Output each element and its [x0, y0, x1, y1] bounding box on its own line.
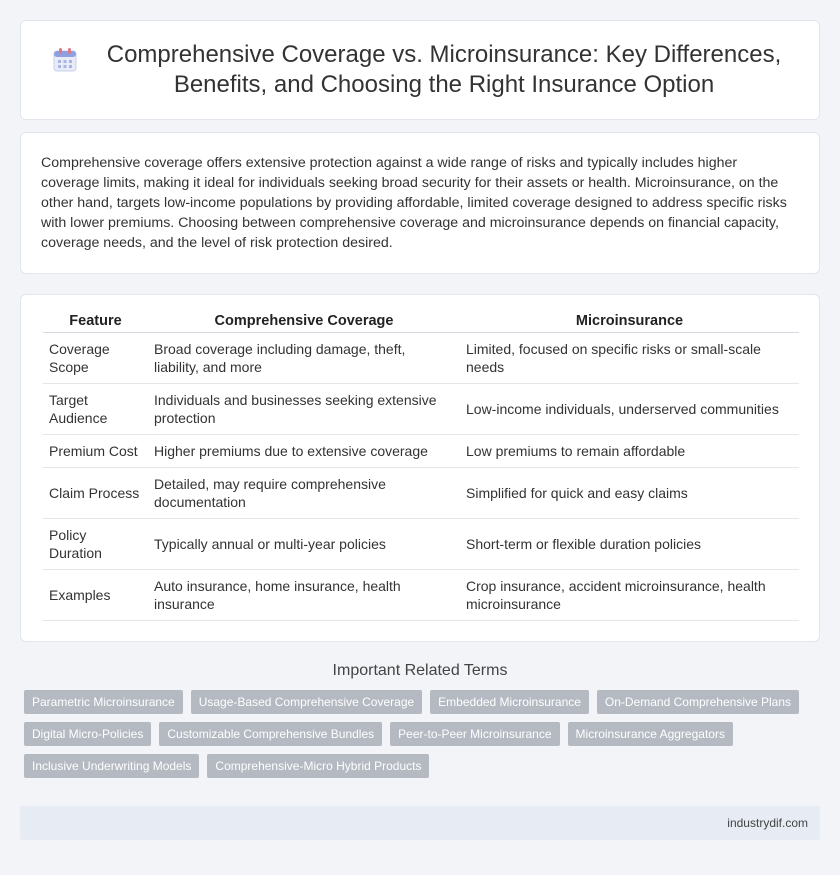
feature-cell: Coverage Scope [43, 333, 148, 384]
footer-site-link[interactable]: industrydif.com [727, 816, 808, 830]
table-row [43, 519, 799, 570]
table-row [43, 468, 799, 519]
feature-cell: Policy Duration [43, 519, 148, 570]
calendar-icon [51, 46, 79, 74]
microinsurance-cell: Low premiums to remain affordable [460, 435, 799, 468]
intro-paragraph: Comprehensive coverage offers extensive protection against a wide range of risks and typically includes higher coverage limits, making it ideal for individuals seeking broad security for their assets or health. Microinsurance, on the other hand, targets low-income populations by providing affordable, limited coverage designed to address specific risks with lower premiums. Choosing between comprehensive coverage and microinsurance depends on financial capacity, coverage needs, and the level of risk protection desired. [41, 155, 787, 251]
feature-cell: Claim Process [43, 468, 148, 519]
related-term-tag[interactable]: Parametric Microinsurance [24, 690, 183, 714]
feature-cell: Target Audience [43, 384, 148, 435]
feature-cell: Examples [43, 570, 148, 621]
header-feature: Feature [43, 307, 148, 333]
table-row [43, 435, 799, 468]
feature-cell: Premium Cost [43, 435, 148, 468]
related-term-tag[interactable]: Digital Micro-Policies [24, 722, 151, 746]
related-term-tag[interactable]: On-Demand Comprehensive Plans [597, 690, 799, 714]
header-microinsurance: Microinsurance [460, 307, 799, 333]
related-term-tag[interactable]: Comprehensive-Micro Hybrid Products [207, 754, 429, 778]
related-term-tag[interactable]: Microinsurance Aggregators [568, 722, 733, 746]
microinsurance-cell: Limited, focused on specific risks or small-scale needs [460, 333, 799, 384]
table-header-row [43, 307, 799, 333]
footer-bar [20, 806, 820, 840]
microinsurance-cell: Low-income individuals, underserved communities [460, 384, 799, 435]
related-term-tag[interactable]: Embedded Microinsurance [430, 690, 589, 714]
related-term-tag[interactable]: Usage-Based Comprehensive Coverage [191, 690, 422, 714]
table-row [43, 570, 799, 621]
comparison-card [20, 294, 820, 642]
microinsurance-cell: Crop insurance, accident microinsurance, health microinsurance [460, 570, 799, 621]
comparison-table [43, 307, 799, 621]
comprehensive-cell: Detailed, may require comprehensive documentation [148, 468, 460, 519]
related-term-tag[interactable]: Inclusive Underwriting Models [24, 754, 199, 778]
related-terms-list [0, 690, 840, 786]
related-term-tag[interactable]: Peer-to-Peer Microinsurance [390, 722, 559, 746]
comprehensive-cell: Higher premiums due to extensive coverage [148, 435, 460, 468]
table-row [43, 333, 799, 384]
microinsurance-cell: Short-term or flexible duration policies [460, 519, 799, 570]
comprehensive-cell: Typically annual or multi-year policies [148, 519, 460, 570]
header-card [20, 20, 820, 120]
comprehensive-cell: Broad coverage including damage, theft, liability, and more [148, 333, 460, 384]
comprehensive-cell: Individuals and businesses seeking extensive protection [148, 384, 460, 435]
related-term-tag[interactable]: Customizable Comprehensive Bundles [159, 722, 382, 746]
intro-card [20, 132, 820, 274]
page-title: Comprehensive Coverage vs. Microinsurance: Key Differences, Benefits, and Choosing the Right Insurance Option [106, 41, 782, 98]
comprehensive-cell: Auto insurance, home insurance, health insurance [148, 570, 460, 621]
header-comprehensive: Comprehensive Coverage [148, 307, 460, 333]
related-terms-title: Important Related Terms [332, 662, 508, 679]
microinsurance-cell: Simplified for quick and easy claims [460, 468, 799, 519]
table-row [43, 384, 799, 435]
